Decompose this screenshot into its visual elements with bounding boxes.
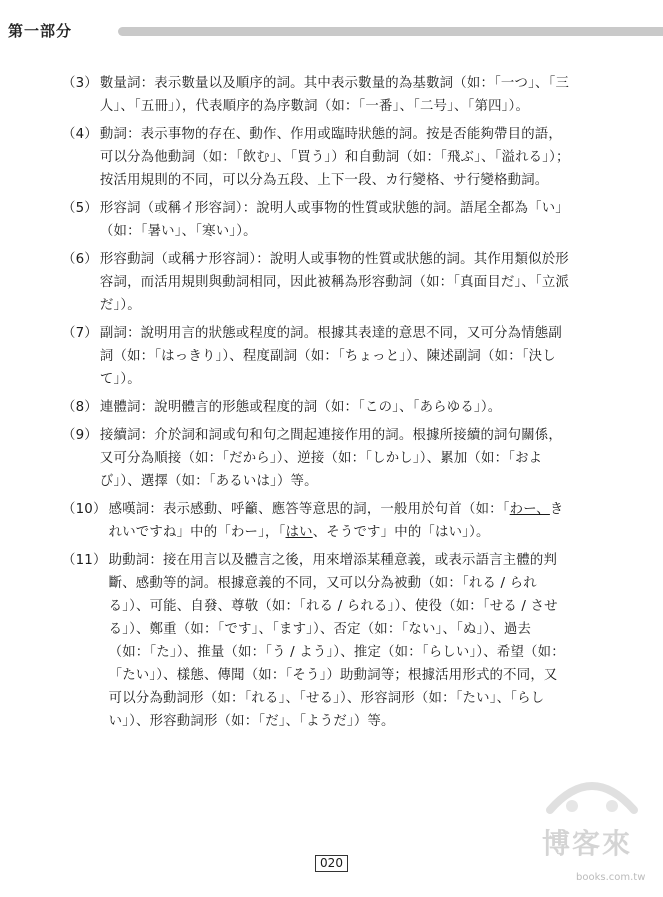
header-rule [118,27,663,36]
list-item-interjection [62,498,570,544]
item-number: （3） [62,76,98,91]
item-number: （6） [62,252,98,267]
item-text: 動詞：表示事物的存在、動作、作用或臨時狀態的詞。按是否能夠帶目的語，可以分為他動詞（如：「飲む」、「買う」）和自動詞（如：「飛ぶ」、「溢れる」）；按活用規則的不同，可以分為五段、上下一段、カ行變格、サ行變格動詞。 [99,127,570,188]
list-item-adnominal [62,396,570,419]
item-number: （5） [62,201,98,216]
item-number: （8） [62,400,98,415]
watermark-title: 博客來 [542,827,633,860]
item-text: 形容動詞（或稱ナ形容詞）：說明人或事物的性質或狀態的詞。其作用類似於形容詞，而活用規則與動詞相同，因此被稱為形容動詞（如：「真面目だ」、「立派だ」）。 [99,252,570,313]
section-title: 第一部分 [8,22,73,40]
list-item-quantifier [62,72,570,118]
list-item-verb [62,123,570,192]
item-text [109,498,570,544]
list-item-conjunction [62,424,570,493]
text-segment: きれいですね」中的「わー」，「 [108,502,564,540]
underlined-phrase: わー、 [509,502,550,517]
page-number: 020 [315,855,348,872]
item-text: 形容詞（或稱イ形容詞）：說明人或事物的性質或狀態的詞。語尾全都為「い」（如：「暑い」、「寒い」）。 [99,201,569,239]
list-item-adverb [62,322,570,391]
underlined-phrase: はい [285,525,313,540]
item-text: 數量詞：表示數量以及順序的詞。其中表示數量的為基數詞（如：「一つ」、「三人」、「五冊」），代表順序的為序數詞（如：「一番」、「二号」、「第四」）。 [99,76,570,114]
item-number: （7） [62,326,98,341]
list-item-auxiliary-verb [62,549,570,733]
item-number: （9） [62,428,98,443]
watermark-logo-icon [542,770,642,822]
document-body [62,72,570,738]
item-number: （11） [62,553,107,568]
item-number: （10） [62,502,107,517]
item-text: 助動詞：接在用言以及體言之後，用來增添某種意義，或表示語言主體的判斷、感動等的詞。根據意義的不同，又可以分為被動（如：「れる / られる」）、可能、自發、尊敬（如：「れる / られる」）、使役（如：「せる / させる」）、鄭重（如：「です」、「ます」）、否定（如：「ない」、「ぬ」）、過去（如：「た」）、推量（如：「う / よう」）、推定（如：「らしい」）、希望（如：「たい」）、樣態、傳聞（如：「そう」）助動詞等；根據活用形式的不同，又可以分為動詞形（如：「れる」、「せる」）、形容詞形（如：「たい」、「らしい」）、形容動詞形（如：「だ」、「ようだ」）等。 [108,553,565,729]
page-header [0,20,663,42]
list-item-adjective [62,197,570,243]
text-segment: 、そうです」中的「はい」）。 [312,525,490,540]
text-segment: 感嘆詞：表示感動、呼籲、應答等意思的詞，一般用於句首（如：「 [108,502,510,517]
list-item-adjectival-verb [62,248,570,317]
item-text: 副詞：說明用言的狀態或程度的詞。根據其表達的意思不同，又可分為情態副詞（如：「はっきり」）、程度副詞（如：「ちょっと」）、陳述副詞（如：「決して」）。 [99,326,562,387]
item-text: 連體詞：說明體言的形態或程度的詞（如：「この」、「あらゆる」）。 [99,400,502,415]
publisher-watermark [520,770,660,890]
item-text: 接續詞：介於詞和詞或句和句之間起連接作用的詞。根據所接續的詞句關係，又可分為順接（如：「だから」）、逆接（如：「しかし」）、累加（如：「および」）、選擇（如：「あるいは」）等。 [99,428,562,489]
watermark-url: books.com.tw [576,872,646,883]
item-number: （4） [62,127,98,142]
